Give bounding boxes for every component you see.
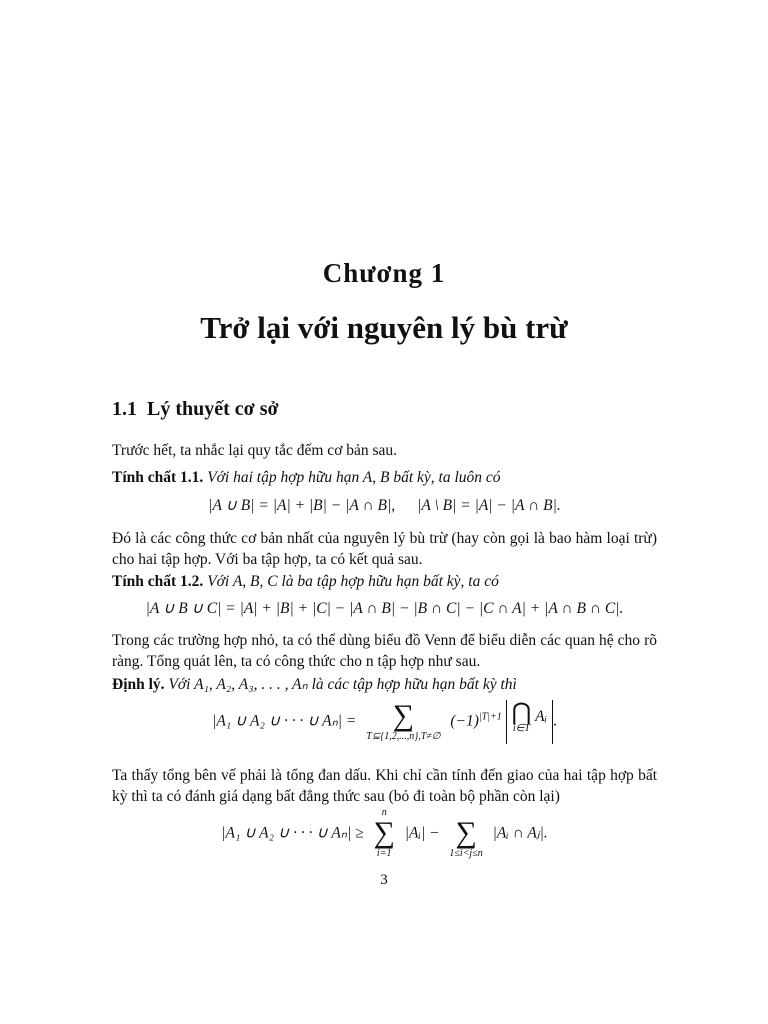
sign-exponent: |T|+1	[478, 711, 502, 723]
intersection-symbol: ⋂	[511, 700, 532, 726]
bonferroni-term-1: |Aᵢ| −	[404, 824, 440, 842]
paragraph-after-property-1: Đó là các công thức cơ bản nhất của nguyên lý bù trừ (hay còn gọi là bao hàm loại trừ) cho hai tập hợp. Với ba tập hợp, ta có kết quả sau.	[112, 530, 657, 568]
theorem	[112, 674, 657, 695]
property-1-statement: Với hai tập hợp hữu hạn A, B bất kỳ, ta luôn có	[207, 469, 501, 486]
intersection-index: i∈T	[512, 723, 530, 734]
theorem-sum	[366, 701, 440, 743]
theorem-end: .	[553, 712, 557, 730]
section-title: Lý thuyết cơ sở	[147, 398, 279, 420]
theorem-name: Định lý.	[112, 676, 165, 693]
bonferroni-sum-1	[374, 808, 395, 860]
paragraph-after-theorem: Ta thấy tổng bên vế phải là tổng đan dấu. Khi chỉ cần tính đến giao của hai tập hợp bất kỳ thì ta có đánh giá dạng bất đẳng thức sau (bỏ đi toàn bộ phần còn lại)	[112, 767, 657, 805]
intersection-term: Aᵢ	[535, 708, 548, 725]
property-2-equation	[112, 599, 657, 618]
property-2-name: Tính chất 1.2.	[112, 573, 204, 590]
bonferroni-inequality	[112, 808, 657, 860]
theorem-lhs: |A₁ ∪ A₂ ∪ · · · ∪ Aₙ| =	[212, 712, 357, 730]
intersection-cardinality	[506, 700, 553, 744]
property-1-name: Tính chất 1.1.	[112, 469, 204, 486]
equation-union-three: |A ∪ B ∪ C| = |A| + |B| + |C| − |A ∩ B| − |B ∩ C| − |C ∩ A| + |A ∩ B ∩ C|.	[145, 600, 624, 617]
property-2-statement: Với A, B, C là ba tập hợp hữu hạn bất kỳ, ta có	[207, 573, 499, 590]
equation-difference: |A \ B| = |A| − |A ∩ B|.	[417, 497, 561, 514]
sign-term: (−1)	[450, 712, 479, 730]
theorem-equation	[112, 700, 657, 744]
section-number: 1.1	[112, 398, 137, 420]
equation-union-two: |A ∪ B| = |A| + |B| − |A ∩ B|,	[208, 497, 396, 514]
sum-1-upper: n	[381, 807, 387, 818]
sum-1-symbol: ∑	[373, 816, 395, 849]
property-2	[112, 571, 657, 592]
intro-paragraph: Trước hết, ta nhắc lại quy tắc đếm cơ bản sau.	[112, 442, 398, 459]
sum-2-symbol: ∑	[455, 816, 477, 849]
bonferroni-sum-2	[449, 808, 482, 860]
sum-2-lower: 1≤i<j≤n	[449, 848, 483, 859]
chapter-label: Chương 1	[322, 258, 446, 288]
bonferroni-term-2: |Aᵢ ∩ Aⱼ|.	[492, 824, 548, 842]
page-number: 3	[380, 872, 388, 888]
paragraph-after-property-2: Trong các trường hợp nhỏ, ta có thể dùng biểu đồ Venn để biểu diễn các quan hệ cho rõ ràng. Tổng quát lên, ta có công thức cho n tập hợp như sau.	[112, 632, 657, 670]
sum-index: T⊆{1,2,...,n},T≠∅	[366, 731, 441, 742]
bonferroni-lhs: |A₁ ∪ A₂ ∪ · · · ∪ Aₙ| ≥	[221, 824, 364, 842]
section-heading	[112, 398, 279, 421]
sum-symbol: ∑	[392, 699, 415, 732]
property-1	[112, 467, 657, 488]
property-1-equation	[112, 496, 657, 515]
chapter-title: Trở lại với nguyên lý bù trừ	[200, 310, 568, 345]
sum-1-lower: i=1	[376, 848, 392, 859]
theorem-statement: Với A₁, A₂, A₃, . . . , Aₙ là các tập hợp hữu hạn bất kỳ thì	[168, 676, 517, 693]
